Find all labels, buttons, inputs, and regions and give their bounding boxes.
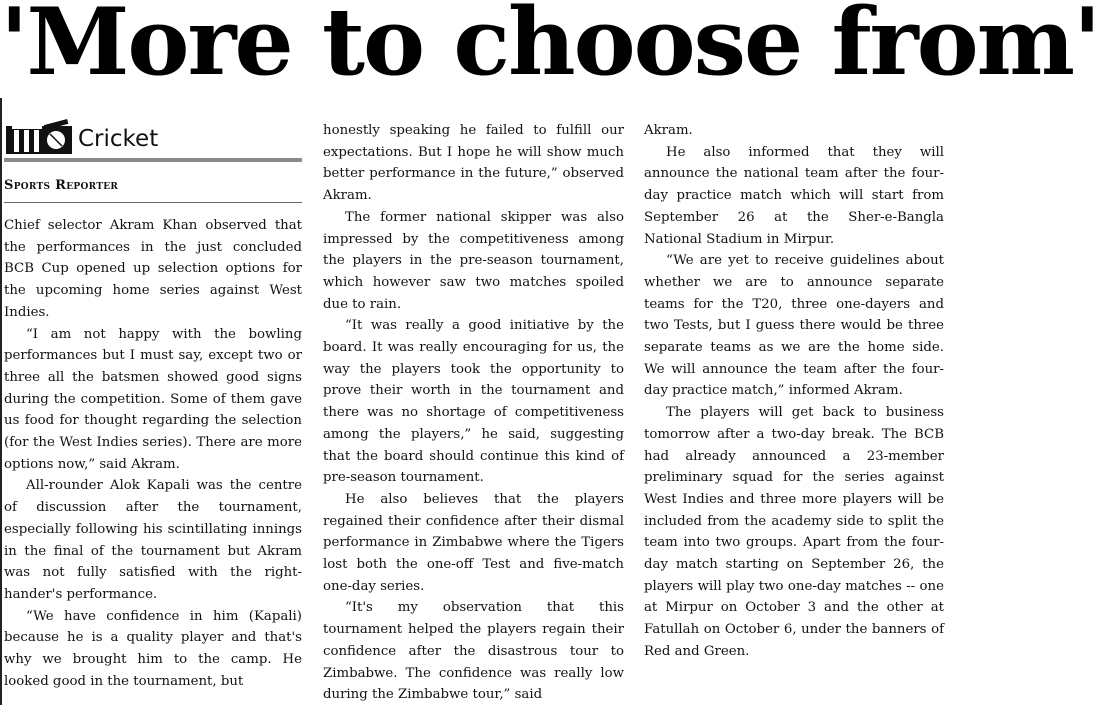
section-label: Cricket bbox=[78, 126, 159, 152]
article-column-1 bbox=[4, 120, 302, 705]
paragraph: “It was really a good initiative by the board. It was really encouraging for us, the way the players took the opportunity to prove their worth in the tournament and there was no shortage of competitiveness among the players,” he said, suggesting that the board should continue this kind of pre-season tournament. bbox=[323, 318, 624, 486]
paragraph: The players will get back to business tomorrow after a two-day break. The BCB had already announced a 23-member preliminary squad for the series against West Indies and three more players will be included from the academy side to split the team into two groups. Apart from the four-day match starting on September 26, the players will play two one-day matches -- one at Mirpur on October 3 and the other at Fatullah on October 6, under the banners of Red and Green. bbox=[644, 405, 944, 659]
byline: Sports Reporter bbox=[4, 174, 302, 203]
article-column-3 bbox=[644, 120, 944, 705]
article-column-2 bbox=[323, 120, 624, 705]
cricket-stumps-ball-icon bbox=[4, 120, 74, 156]
paragraph: “I am not happy with the bowling performances but I must say, except two or three all the batsmen showed good signs during the competition. Some of them gave us food for thought regarding the selection (for the West Indies series). There are more options now,” said Akram. bbox=[4, 326, 302, 472]
paragraph: He also believes that the players regained their confidence after their dismal performance in Zimbabwe where the Tigers lost both the one-off Test and five-match one-day series. bbox=[323, 491, 624, 594]
paragraph: All-rounder Alok Kapali was the centre of discussion after the tournament, especially following his scintillating innings in the final of the tournament but Akram was not fully satisfied with the right-hander's performance. bbox=[4, 478, 302, 602]
paragraph: He also informed that they will announce the national team after the four-day practice match which will start from September 26 at the Sher-e-Bangla National Stadium in Mirpur. bbox=[644, 144, 944, 247]
paragraph: “It's my observation that this tournament helped the players regain their confidence after the disastrous tour to Zimbabwe. The confidence was really low during the Zimbabwe tour,” said bbox=[323, 600, 624, 703]
paragraph: The former national skipper was also impressed by the competitiveness among the players in the pre-season tournament, which however saw two matches spoiled due to rain. bbox=[323, 209, 624, 312]
paragraph: “We have confidence in him (Kapali) because he is a quality player and that's why we brought him to the camp. He looked good in the tournament, but bbox=[4, 608, 302, 689]
section-kicker bbox=[4, 120, 302, 162]
paragraph: “We are yet to receive guidelines about whether we are to announce separate teams for the T20, three one-dayers and two Tests, but I guess there would be three separate teams as we are the home side. We will announce the team after the four-day practice match,” informed Akram. bbox=[644, 253, 944, 399]
headline: 'More to choose from' bbox=[0, 0, 1099, 96]
paragraph: Chief selector Akram Khan observed that the performances in the just concluded BCB Cup opened up selection options for the upcoming home series against West Indies. bbox=[4, 218, 302, 320]
paragraph: Akram. bbox=[644, 123, 693, 138]
left-column-rule bbox=[0, 98, 2, 705]
paragraph: honestly speaking he failed to fulfill our expectations. But I hope he will show much better performance in the future,” observed Akram. bbox=[323, 123, 624, 204]
